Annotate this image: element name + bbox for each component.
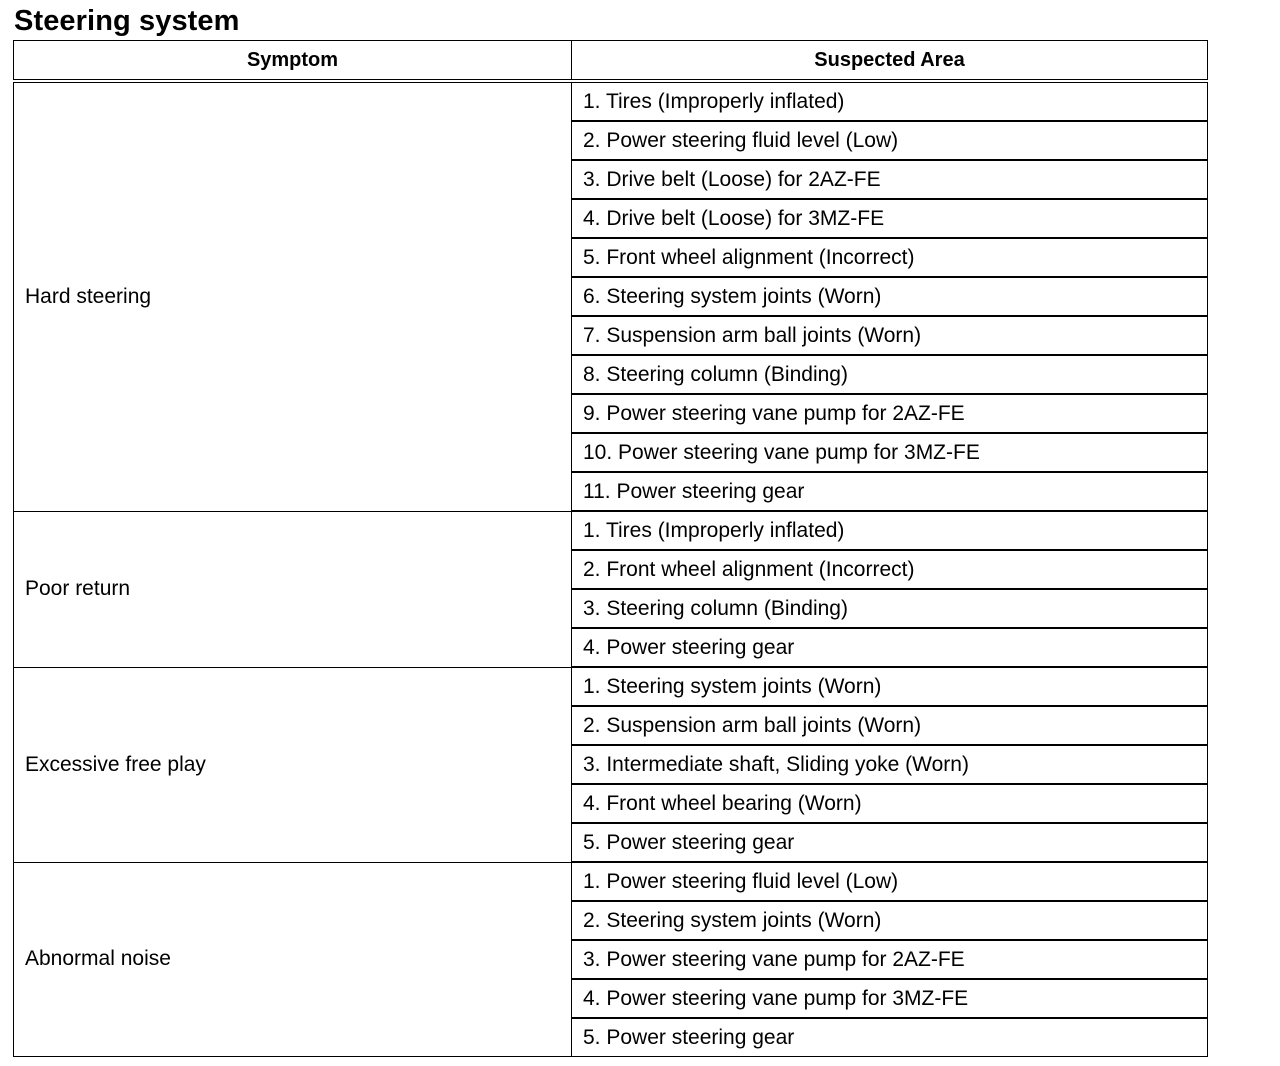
troubleshooting-table <box>13 40 1208 1057</box>
suspected-area-cell: 7. Suspension arm ball joints (Worn) <box>572 316 1208 355</box>
suspected-area-cell: 10. Power steering vane pump for 3MZ-FE <box>572 433 1208 472</box>
symptom-cell: Excessive free play <box>14 667 572 862</box>
suspected-area-cell: 1. Tires (Improperly inflated) <box>572 511 1208 550</box>
symptom-cell: Abnormal noise <box>14 862 572 1057</box>
suspected-area-cell: 6. Steering system joints (Worn) <box>572 277 1208 316</box>
suspected-area-cell: 8. Steering column (Binding) <box>572 355 1208 394</box>
suspected-area-cell: 1. Power steering fluid level (Low) <box>572 862 1208 901</box>
suspected-area-cell: 11. Power steering gear <box>572 472 1208 511</box>
table-body <box>14 81 1208 1057</box>
symptom-column-header: Symptom <box>14 41 572 82</box>
table-row <box>14 81 1208 121</box>
suspected-area-cell: 4. Power steering vane pump for 3MZ-FE <box>572 979 1208 1018</box>
symptom-cell: Hard steering <box>14 81 572 511</box>
suspected-area-cell: 1. Tires (Improperly inflated) <box>572 81 1208 121</box>
suspected-area-cell: 3. Steering column (Binding) <box>572 589 1208 628</box>
suspected-area-cell: 4. Drive belt (Loose) for 3MZ-FE <box>572 199 1208 238</box>
table-row <box>14 511 1208 550</box>
suspected-area-cell: 5. Front wheel alignment (Incorrect) <box>572 238 1208 277</box>
suspected-area-cell: 4. Front wheel bearing (Worn) <box>572 784 1208 823</box>
suspected-area-cell: 3. Drive belt (Loose) for 2AZ-FE <box>572 160 1208 199</box>
suspected-area-cell: 2. Power steering fluid level (Low) <box>572 121 1208 160</box>
suspected-area-cell: 5. Power steering gear <box>572 823 1208 862</box>
table-header-row <box>14 41 1208 82</box>
suspected-area-cell: 3. Intermediate shaft, Sliding yoke (Worn) <box>572 745 1208 784</box>
suspected-area-cell: 2. Suspension arm ball joints (Worn) <box>572 706 1208 745</box>
suspected-area-cell: 9. Power steering vane pump for 2AZ-FE <box>572 394 1208 433</box>
suspected-area-cell: 1. Steering system joints (Worn) <box>572 667 1208 706</box>
table-row <box>14 862 1208 901</box>
suspected-area-cell: 2. Front wheel alignment (Incorrect) <box>572 550 1208 589</box>
suspected-area-column-header: Suspected Area <box>572 41 1208 82</box>
symptom-cell: Poor return <box>14 511 572 667</box>
suspected-area-cell: 2. Steering system joints (Worn) <box>572 901 1208 940</box>
table-row <box>14 667 1208 706</box>
suspected-area-cell: 5. Power steering gear <box>572 1018 1208 1057</box>
suspected-area-cell: 3. Power steering vane pump for 2AZ-FE <box>572 940 1208 979</box>
page-title: Steering system <box>14 5 240 37</box>
suspected-area-cell: 4. Power steering gear <box>572 628 1208 667</box>
